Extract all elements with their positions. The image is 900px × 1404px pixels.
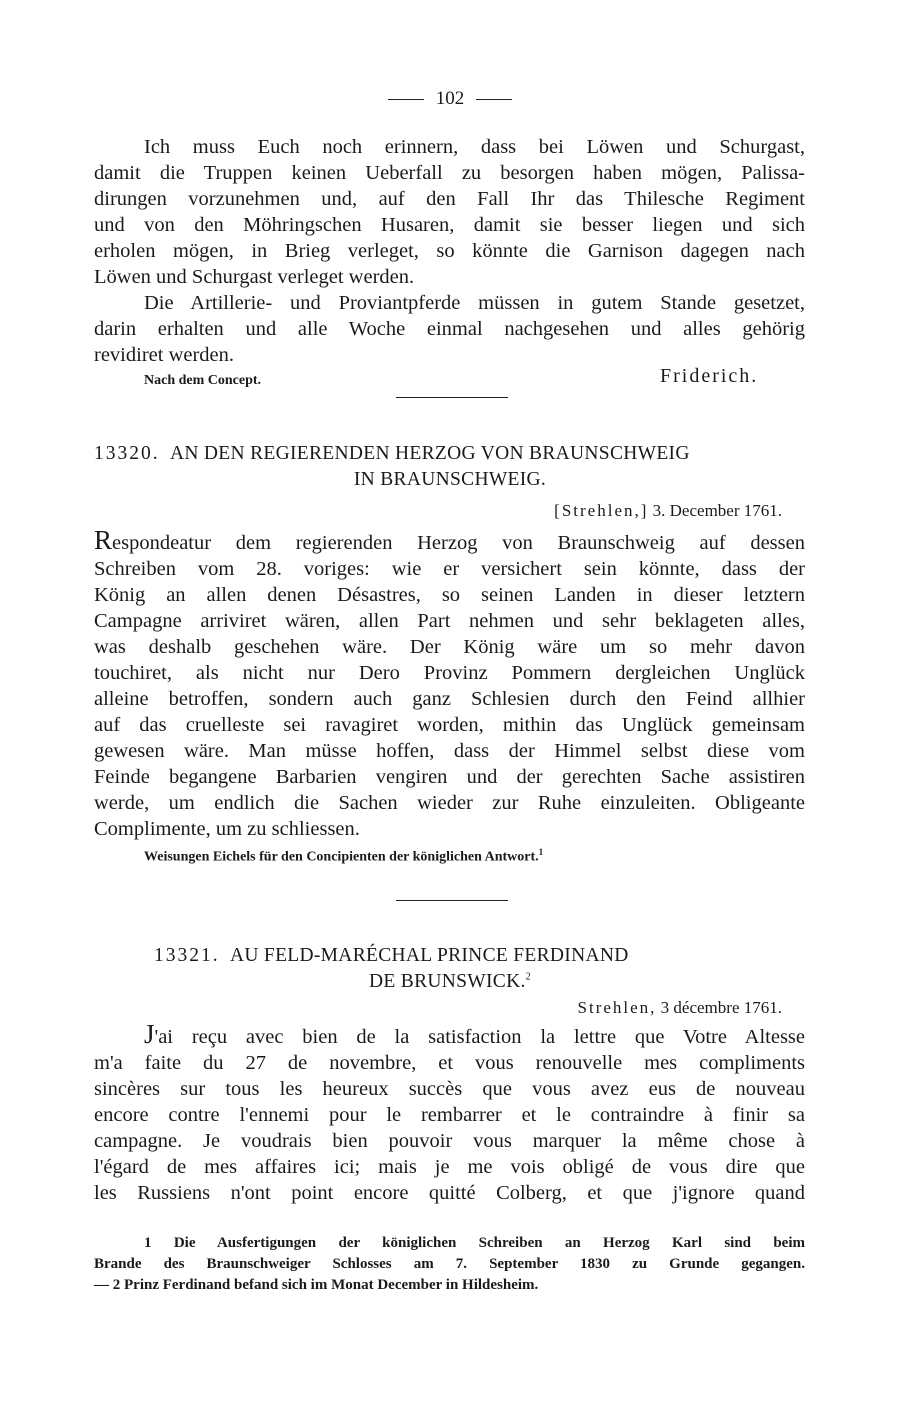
letter1-line: werde, um endlich die Sachen wieder zur Ruhe einzuleiten. Obligeante: [94, 792, 805, 814]
date-place: [Strehlen,]: [554, 501, 649, 520]
block1-line: revidiret werden.: [94, 344, 235, 366]
letter2-first-line: [94, 1019, 805, 1050]
letter1-line: Campagne arriviret wären, allen Part nehmen und sehr beklageten alles,: [94, 610, 805, 632]
page-number-text: 102: [435, 88, 465, 109]
letter-heading-line2-text: DE BRUNSWICK.: [369, 971, 526, 992]
letter2-line: encore contre l'ennemi pour le rembarrer et le contraindre à finir sa: [94, 1104, 805, 1126]
footnote-ref: 1: [538, 847, 544, 857]
date-place: Strehlen,: [577, 998, 657, 1017]
date: 3. December 1761.: [652, 501, 782, 520]
block1-line: Die Artillerie- und Proviantpferde müssen in gutem Stande gesetzet,: [144, 292, 805, 314]
footnote-ref: 2: [525, 971, 531, 983]
signature: Friderich.: [660, 365, 759, 387]
letter1-note: [144, 847, 543, 866]
letter-number: 13321.: [154, 945, 220, 966]
letter1-first-line-text: espondeatur dem regierenden Herzog von Braunschweig auf dessen: [112, 532, 805, 554]
block1-line: damit die Truppen keinen Ueberfall zu besorgen haben mögen, Palissa-: [94, 162, 805, 184]
letter1-note-text: Weisungen Eichels für den Concipienten der königlichen Antwort.: [144, 849, 539, 865]
source-note: Nach dem Concept.: [144, 373, 262, 388]
page-number: [0, 88, 900, 110]
letter-heading-13321: [154, 945, 629, 967]
block1-line: Ich muss Euch noch erinnern, dass bei Löwen und Schurgast,: [144, 136, 805, 158]
letter1-line: was deshalb geschehen wäre. Der König wäre um so mehr davon: [94, 636, 805, 658]
letter2-line: sincères sur tous les heureux succès que vous avez eus de nouveau: [94, 1078, 805, 1100]
letter-heading-line2: [0, 971, 900, 993]
block1-line: dirungen vorzunehmen und, auf den Fall Ihr das Thilesche Regiment: [94, 188, 805, 210]
block1-line: darin erhalten und alle Woche einmal nachgesehen und alles gehörig: [94, 318, 805, 340]
letter2-line: l'égard de mes affaires ici; mais je me vois obligé de vous dire que: [94, 1156, 805, 1178]
letter1-line: touchiret, als nicht nur Dero Provinz Pommern dergleichen Unglück: [94, 662, 805, 684]
footnote-line: — 2 Prinz Ferdinand befand sich im Monat December in Hildesheim.: [94, 1277, 539, 1293]
letter1-line: Schreiben vom 28. voriges: wie er versichert sein könnte, dass der: [94, 558, 805, 580]
letter-heading-line1: AN DEN REGIERENDEN HERZOG VON BRAUNSCHWEIG: [169, 443, 690, 464]
letter2-line: m'a faite du 27 de novembre, et vous renouvelle mes compliments: [94, 1052, 805, 1074]
section-divider: [396, 397, 508, 398]
letter-heading-line1: AU FELD-MARÉCHAL PRINCE FERDINAND: [229, 945, 629, 966]
date: 3 décembre 1761.: [660, 998, 782, 1017]
letter1-line: Complimente, um zu schliessen.: [94, 818, 360, 840]
block1-line: und von den Möhringschen Husaren, damit sie besser liegen und sich: [94, 214, 805, 236]
letter1-line: auf das cruelleste sei ravagiret worden, mithin das Unglück gemeinsam: [94, 714, 805, 736]
page-number-dash-left: [388, 99, 424, 100]
letter1-line: König an allen denen Désastres, so seinen Landen in dieser letztern: [94, 584, 805, 606]
page-number-dash-right: [476, 99, 512, 100]
letter2-line: campagne. Je voudrais bien pouvoir vous marquer la même chose à: [94, 1130, 805, 1152]
letter-dateline: [554, 501, 782, 521]
letter-heading-13320: [94, 443, 690, 465]
letter2-first-line-text: 'ai reçu avec bien de la satisfaction la lettre que Votre Altesse: [154, 1026, 805, 1048]
footnote-line: Brande des Braunschweiger Schlosses am 7. September 1830 zu Grunde gegangen.: [94, 1256, 805, 1272]
footnote-line: 1 Die Ausfertigungen der königlichen Schreiben an Herzog Karl sind beim: [144, 1235, 805, 1251]
block1-line: Löwen und Schurgast verleget werden.: [94, 266, 415, 288]
letter1-line: gewesen wäre. Man müsse hoffen, dass der Himmel selbst diese vom: [94, 740, 805, 762]
letter1-first-line: [94, 525, 805, 556]
letter-heading-line2: IN BRAUNSCHWEIG.: [353, 469, 547, 490]
block1-line: erholen mögen, in Brieg verleget, so könnte die Garnison dagegen nach: [94, 240, 805, 262]
letter-dateline: [578, 998, 782, 1018]
letter-number: 13320.: [94, 443, 160, 464]
section-divider: [396, 900, 508, 901]
letter1-line: alleine betroffen, sondern auch ganz Schlesien durch den Feind allhier: [94, 688, 805, 710]
drop-initial: J: [144, 1019, 155, 1049]
drop-initial: R: [94, 525, 113, 555]
letter2-line: les Russiens n'ont point encore quitté Colberg, et que j'ignore quand: [94, 1182, 805, 1204]
letter1-line: Feinde begangene Barbarien vengiren und der gerechten Sache assistiren: [94, 766, 805, 788]
